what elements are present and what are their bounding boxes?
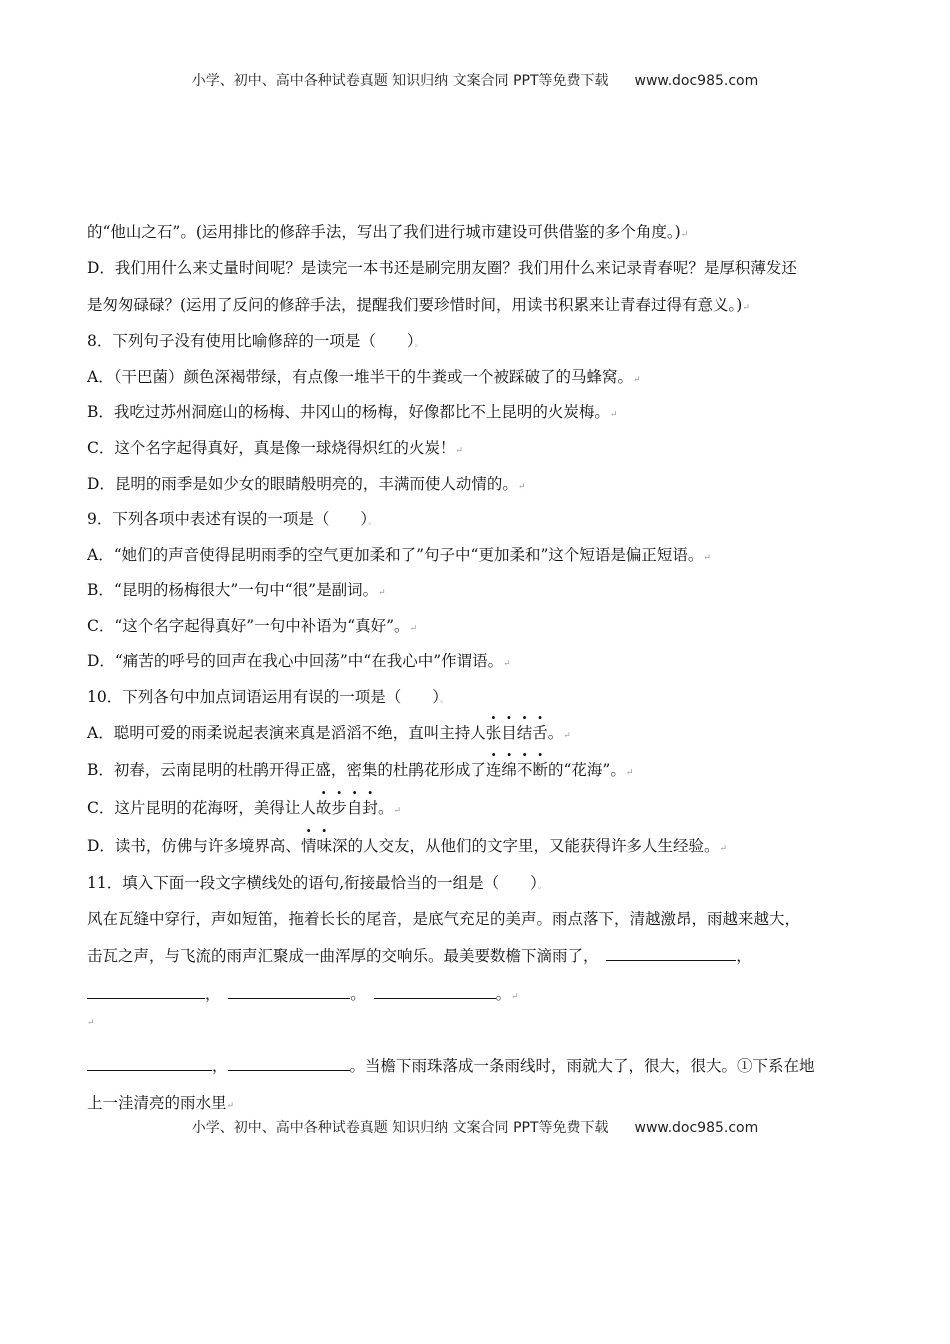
question-11: 11．填入下面一段文字横线处的语句,衔接最恰当的一组是（ ）。 <box>87 874 547 892</box>
answer-blank[interactable] <box>606 946 736 961</box>
answer-blank[interactable] <box>228 1056 350 1071</box>
text-line: D．我们用什么来丈量时间呢？是读完一本书还是刷完朋友圈？我们用什么来记录青春呢？是厚积薄发还 <box>87 259 797 277</box>
passage-line: ， 。 。↵ <box>87 984 519 1007</box>
question-8-option-c: C．这个名字起得真好，真是像一球烧得炽红的火炭！↵ <box>87 439 463 457</box>
question-10-option-a: A．聪明可爱的雨柔说起表演来真是滔滔不绝，直叫主持人张目结舌。↵ <box>87 724 571 742</box>
answer-blank[interactable] <box>374 984 496 999</box>
passage-line: 风在瓦缝中穿行，声如短笛，拖着长长的尾音，是底气充足的美声。雨点落下，清越激昂，雨越来越大， <box>87 910 801 928</box>
dotted-word: 连绵不断 <box>485 761 548 779</box>
page-footer <box>0 1117 950 1137</box>
paragraph-mark: ↵ <box>87 1018 95 1028</box>
text-line: 的“他山之石”。(运用排比的修辞手法，写出了我们进行城市建设可供借鉴的多个角度。)↵ <box>87 223 689 241</box>
answer-blank[interactable] <box>87 1056 212 1071</box>
answer-blank[interactable] <box>228 984 350 999</box>
question-8: 8．下列句子没有使用比喻修辞的一项是（ ）。 <box>87 332 424 350</box>
footer-url[interactable]: www.doc985.com <box>634 1120 759 1136</box>
question-9: 9．下列各项中表述有误的一项是（ ）。 <box>87 510 378 528</box>
question-10: 10．下列各句中加点词语运用有误的一项是（ ）。 <box>87 688 449 706</box>
question-10-option-d: D．读书，仿佛与许多境界高、情味深的人交友，从他们的文字里，又能获得许多人生经验。↵ <box>87 837 728 855</box>
text-line: 是匆匆碌碌？(运用了反问的修辞手法，提醒我们要珍惜时间，用读书积累来让青春过得有意义。)↵ <box>87 296 750 314</box>
passage-line: ， 。当檐下雨珠落成一条雨线时，雨就大了，很大，很大。①下系在地 <box>87 1056 815 1076</box>
question-8-option-d: D．昆明的雨季是如少女的眼睛般明亮的，丰满而使人动情的。↵ <box>87 475 526 493</box>
answer-blank[interactable] <box>87 984 205 999</box>
question-10-option-c: C．这片昆明的花海呀，美得让人故步自封。↵ <box>87 799 401 817</box>
dotted-word: 故步自封 <box>315 799 378 817</box>
header-url[interactable]: www.doc985.com <box>634 73 759 89</box>
footer-title: 小学、初中、高中各种试卷真题 知识归纳 文案合同 PPT等免费下载 <box>191 1120 609 1136</box>
question-9-option-d: D．“痛苦的呼号的回声在我心中回荡”中“在我心中”作谓语。↵ <box>87 652 511 670</box>
question-8-option-a: A．（干巴菌）颜色深褐带绿，有点像一堆半干的牛粪或一个被踩破了的马蜂窝。↵ <box>87 368 641 386</box>
dotted-word: 张目结舌 <box>485 724 548 742</box>
dotted-word: 情味 <box>300 837 332 855</box>
page-header <box>0 70 950 90</box>
passage-line: 上一洼清亮的雨水里↵ <box>87 1094 235 1112</box>
question-10-option-b: B．初春，云南昆明的杜鹃开得正盛，密集的杜鹃花形成了连绵不断的“花海”。↵ <box>87 761 634 779</box>
header-title: 小学、初中、高中各种试卷真题 知识归纳 文案合同 PPT等免费下载 <box>191 73 609 89</box>
passage-line: 击瓦之声，与飞流的雨声汇聚成一曲浑厚的交响乐。最美要数檐下滴雨了， ， <box>87 947 752 965</box>
question-9-option-b: B．“昆明的杨梅很大”一句中“很”是副词。↵ <box>87 581 386 599</box>
question-9-option-a: A．“她们的声音使得昆明雨季的空气更加柔和了”句子中“更加柔和”这个短语是偏正短语。↵ <box>87 546 711 564</box>
question-9-option-c: C．“这个名字起得真好”一句中补语为“真好”。↵ <box>87 617 418 635</box>
question-8-option-b: B．我吃过苏州洞庭山的杨梅、井冈山的杨梅，好像都比不上昆明的火炭梅。↵ <box>87 403 618 421</box>
